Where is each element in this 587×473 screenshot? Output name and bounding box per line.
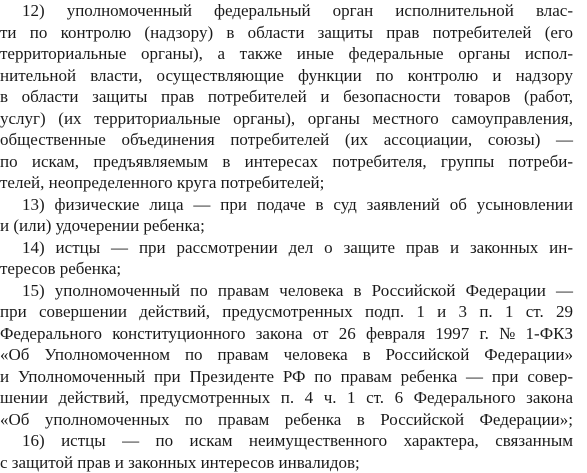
text-line: 12) уполномоченный федеральный орган исполнительной влас- [22, 1, 573, 20]
text-line: нительной власти, осуществляющие функции по контролю и надзору [0, 65, 573, 85]
text-line: тересов ребенка; [0, 259, 122, 278]
text-line: ти по контролю (надзору) в области защиты прав потребителей (его [0, 22, 573, 42]
text-line: и Уполномоченный при Президенте РФ по правам ребенка — при совер- [0, 366, 573, 386]
text-line: 13) физические лица — при подаче в суд заявлений об усыновлении [22, 194, 573, 214]
text-line: с защитой прав и законных интересов инвалидов; [0, 452, 360, 472]
text-line: общественные объединения потребителей (их ассоциации, союзы) — [0, 130, 573, 149]
text-line: при совершении действий, предусмотренных подп. 1 и 3 п. 1 ст. 29 [0, 302, 573, 321]
text-line: в области защиты прав потребителей и безопасности товаров (работ, [0, 87, 573, 106]
text-line: 15) уполномоченный по правам человека в Российской Федерации — [22, 280, 573, 300]
text-line: территориальные органы), а также иные федеральные органы испол- [0, 44, 573, 63]
text-line: услуг) (их территориальные органы), органы местного самоуправления, [0, 108, 573, 128]
text-line: телей, неопределенного круга потребителей; [0, 173, 325, 192]
text-line: и (или) удочерении ребенка; [0, 216, 205, 235]
text-line: «Об уполномоченных по правам ребенка в Российской Федерации»; [0, 409, 573, 429]
text-line: по искам, предъявляемым в интересах потребителя, группы потреби- [0, 151, 573, 171]
text-line: Федерального конституционного закона от 26 февраля 1997 г. № 1-ФКЗ [0, 323, 573, 343]
text-line: 14) истцы — при рассмотрении дел о защите прав и законных ин- [22, 237, 573, 257]
text-line: шении действий, предусмотренных п. 4 ч. 1 ст. 6 Федерального закона [0, 388, 573, 407]
text-line: 16) истцы — по искам неимущественного характера, связанным [22, 431, 573, 450]
text-line: «Об Уполномоченном по правам человека в Российской Федерации» [0, 345, 573, 364]
